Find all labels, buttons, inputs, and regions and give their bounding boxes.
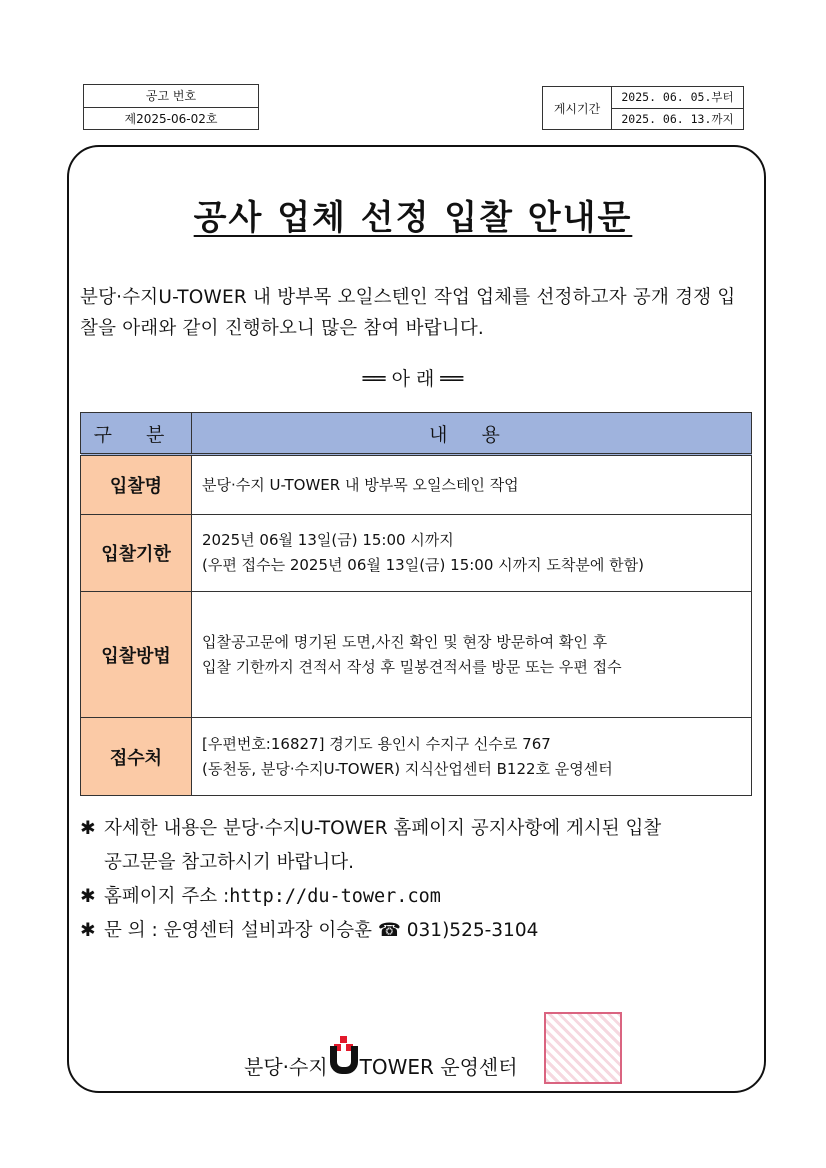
row-key-method: 입찰방법 (81, 592, 192, 718)
footer-left-text: 분당·수지 (244, 1055, 328, 1079)
header-content: 내 용 (192, 413, 752, 455)
row-key-bid-name: 입찰명 (81, 455, 192, 515)
notes-section (80, 812, 760, 948)
bid-info-table (80, 412, 752, 796)
table-header-row (81, 413, 752, 455)
table-row (81, 515, 752, 592)
posting-period-to: 2025. 06. 13.까지 (612, 108, 743, 130)
section-divider: ══ 아 래 ══ (362, 368, 464, 390)
table-row (81, 592, 752, 718)
note-details-text: 자세한 내용은 분당·수지U-TOWER 홈페이지 공지사항에 게시된 입찰 (104, 818, 662, 839)
official-seal-stamp (544, 1012, 622, 1084)
row-value-deadline (192, 515, 752, 592)
footer-logo (244, 1024, 518, 1080)
homepage-label: 홈페이지 주소 : (104, 886, 230, 907)
table-row (81, 455, 752, 515)
value-line: [우편번호:16827] 경기도 용인시 수지구 신수로 767 (202, 734, 551, 753)
note-details (80, 812, 760, 846)
asterisk-icon: ✱ (80, 920, 96, 941)
value-line: 입찰공고문에 명기된 도면,사진 확인 및 현장 방문하여 확인 후 (202, 632, 608, 651)
note-contact (80, 914, 760, 948)
value-line: (우편 접수는 2025년 06월 13일(금) 15:00 시까지 도착분에 한함) (202, 556, 644, 574)
asterisk-icon: ✱ (80, 886, 96, 907)
row-value-method (192, 592, 752, 718)
row-key-reception: 접수처 (81, 718, 192, 796)
intro-paragraph: 분당·수지U-TOWER 내 방부목 오일스텐인 작업 업체를 선정하고자 공개 경쟁 입찰을 아래와 같이 진행하오니 많은 참여 바랍니다. (80, 287, 736, 339)
table-row (81, 718, 752, 796)
row-value-reception (192, 718, 752, 796)
posting-period-box (542, 86, 744, 130)
value-line: 입찰 기한까지 견적서 작성 후 밀봉견적서를 방문 또는 우편 접수 (202, 657, 622, 676)
value-line: 분당·수지 U-TOWER 내 방부목 오일스테인 작업 (202, 475, 519, 494)
notice-number-value: 제2025-06-02호 (84, 107, 258, 130)
value-line: (동천동, 분당·수지U-TOWER) 지식산업센터 B122호 운영센터 (202, 759, 613, 778)
page-title-text: 공사 업체 선정 입찰 안내문 (193, 198, 633, 238)
row-key-deadline: 입찰기한 (81, 515, 192, 592)
u-logo-icon (330, 1036, 358, 1080)
row-value-bid-name (192, 455, 752, 515)
notice-number-box (83, 84, 259, 130)
posting-period-label: 게시기간 (543, 87, 612, 129)
asterisk-icon: ✱ (80, 818, 96, 839)
page-title (0, 190, 826, 239)
posting-period-from: 2025. 06. 05.부터 (621, 90, 734, 104)
note-homepage (80, 880, 760, 914)
contact-text: 문 의 : 운영센터 설비과장 이승훈 ☎ 031)525-3104 (104, 920, 539, 941)
homepage-link[interactable]: http://du-tower.com (229, 886, 441, 907)
footer-right-text: TOWER 운영센터 (359, 1055, 518, 1079)
value-line: 2025년 06월 13일(금) 15:00 시까지 (202, 531, 454, 549)
header-category: 구 분 (81, 413, 192, 455)
notice-number-label: 공고 번호 (145, 89, 197, 103)
note-details-continued: 공고문을 참고하시기 바랍니다. (104, 852, 354, 873)
